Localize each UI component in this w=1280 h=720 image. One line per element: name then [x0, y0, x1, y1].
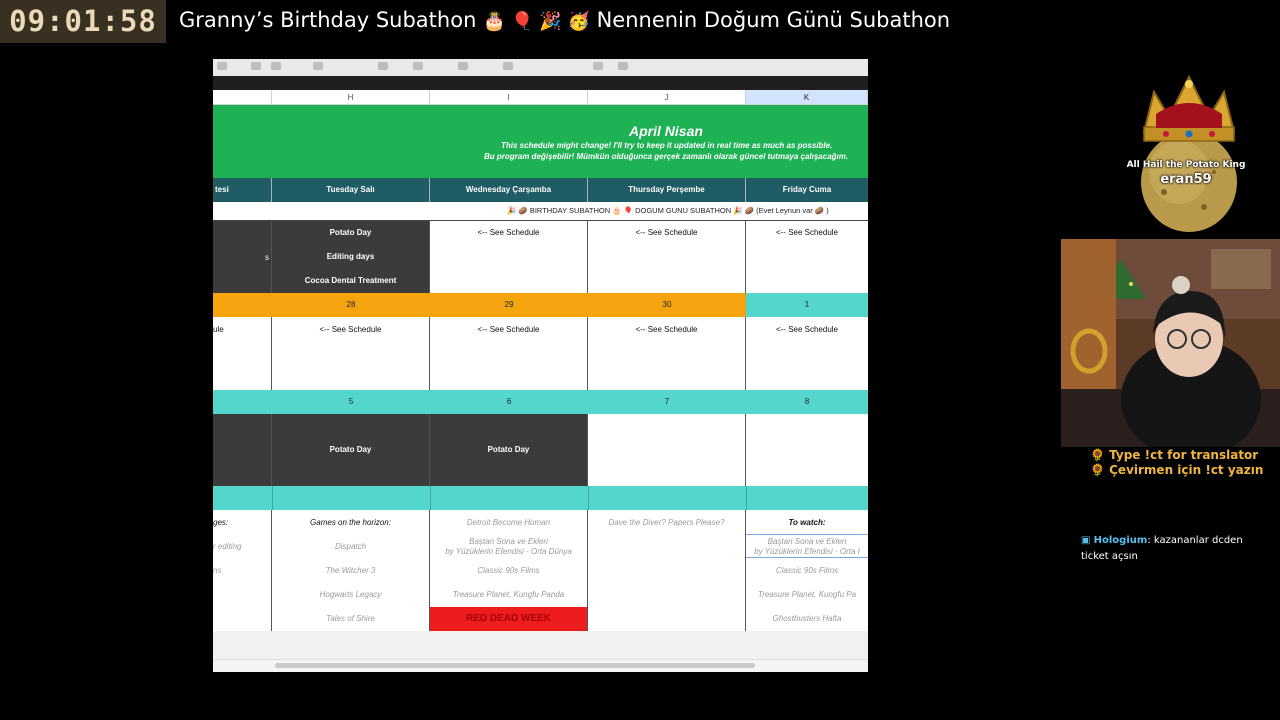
list-text: Tales of Shire [326, 614, 375, 623]
translator-tr-text: Çevirmen için !ct yazın [1109, 463, 1264, 477]
stream-title-tr: Nennenin Doğum Günü Subathon [596, 8, 951, 32]
separator-line [430, 486, 431, 510]
schedule-cell[interactable] [746, 317, 868, 390]
cell-text: s [265, 253, 269, 262]
schedule-cell[interactable] [430, 317, 588, 390]
date-number: 28 [346, 300, 356, 309]
list-heading: To watch: [788, 518, 826, 527]
date-number: 8 [804, 397, 810, 406]
date-number: 6 [506, 397, 512, 406]
day-header: Tuesday Salı [272, 178, 430, 202]
column-header-j[interactable]: J [588, 90, 746, 105]
list-text: ns [213, 566, 222, 575]
toolbar-icon[interactable] [378, 62, 388, 70]
see-schedule-link[interactable]: <-- See Schedule [477, 325, 540, 334]
list-text: Dave the Diver? Papers Please? [608, 518, 725, 527]
date-cell[interactable] [430, 293, 588, 317]
list-text: Treasure Planet, Kungfu Pa [757, 590, 857, 599]
translator-en: 🌻 Type !ct for translator [1090, 448, 1259, 462]
potato-king-user: eran59 [1160, 172, 1212, 187]
subathon-text: 🎉 🥔 BIRTHDAY SUBATHON 🎂 🎈 DOGUM GUNU SUBATHON 🎉 🥔 (Evet Leynun var 🥔 ) [507, 206, 829, 215]
column-header-k[interactable]: K [746, 90, 868, 105]
schedule-cell[interactable] [588, 221, 746, 293]
formula-bar [213, 76, 868, 90]
list-cell[interactable] [272, 510, 430, 631]
list-text: The Witcher 3 [325, 566, 376, 575]
toolbar-icon[interactable] [593, 62, 603, 70]
separator-line [588, 486, 589, 510]
translator-tr: 🌻 Çevirmen için !ct yazın [1090, 463, 1264, 477]
schedule-cell[interactable] [588, 414, 746, 486]
day-header: tesi [213, 178, 272, 202]
list-text: Ghostbusters Hafta [772, 614, 842, 623]
toolbar-icon[interactable] [458, 62, 468, 70]
cell-text: Cocoa Dental Treatment [304, 276, 397, 285]
see-schedule-link[interactable]: <-- See Schedule [477, 228, 540, 237]
schedule-cell[interactable] [746, 221, 868, 293]
date-cell[interactable] [272, 390, 430, 414]
list-text: Baştan Sona ve Ekleri [767, 537, 847, 546]
sheet-toolbar [213, 59, 868, 77]
day-header: Friday Cuma [782, 185, 832, 194]
day-header: Wednesday Çarşamba [430, 178, 588, 202]
list-text: Dispatch [334, 542, 367, 551]
cell-text: Editing days [326, 252, 375, 261]
schedule-cell[interactable] [272, 414, 430, 486]
separator-row [213, 486, 868, 510]
date-number: 29 [504, 300, 514, 309]
toolbar-icon[interactable] [413, 62, 423, 70]
list-cell[interactable] [746, 510, 868, 631]
list-text: Hogwarts Legacy [319, 590, 382, 599]
list-cell[interactable] [213, 510, 272, 631]
separator-line [272, 486, 273, 510]
horizontal-scrollbar[interactable] [213, 659, 868, 672]
stream-timer: 09:01:58 [0, 0, 166, 43]
chat-message [1081, 533, 1271, 565]
toolbar-icon[interactable] [313, 62, 323, 70]
banner-note-en: This schedule might change! I'll try to keep it updated in real time as much as possible. [501, 141, 833, 150]
list-text: RED DEAD WEEK [465, 613, 551, 624]
schedule-cell[interactable] [430, 414, 588, 486]
list-text: Treasure Planet, Kungfu Panda [452, 590, 565, 599]
see-schedule-link[interactable]: <-- See Schedule [775, 228, 839, 237]
date-cell[interactable] [746, 293, 868, 317]
cell-text: Potato Day [329, 228, 372, 237]
list-text: Classic 90s Films [775, 566, 839, 575]
see-schedule-link[interactable]: <-- See Schedule [635, 228, 698, 237]
chat-badge-icon: ▣ [1081, 535, 1091, 546]
toolbar-icon[interactable] [618, 62, 628, 70]
webcam-feed [1061, 239, 1280, 447]
cell-text: Potato Day [329, 445, 372, 454]
column-header-h[interactable]: H [272, 90, 430, 105]
weekday-header-row [213, 178, 868, 202]
date-cell[interactable] [746, 390, 868, 414]
list-heading: Games on the horizon: [310, 518, 391, 527]
scrollbar-thumb[interactable] [275, 663, 755, 668]
date-cell[interactable] [272, 293, 430, 317]
day-header: Thursday Perşembe [588, 178, 746, 202]
stream-title-en: Granny’s Birthday Subathon [179, 8, 477, 32]
list-text: Classic 90s Films [477, 566, 540, 575]
list-cell[interactable] [430, 510, 588, 631]
month-title: April Nisan [629, 123, 703, 139]
potato-king-caption: All Hail the Potato King [1126, 160, 1246, 170]
banner-note-tr: Bu program değişebilir! Mümkün olduğunca gerçek zamanlı olarak güncel tutmaya çalışacağım. [484, 152, 849, 161]
column-header-i[interactable]: I [430, 90, 588, 105]
column-header[interactable] [213, 90, 272, 105]
potato-king-image [1134, 72, 1244, 234]
separator-line [746, 486, 747, 510]
date-cell[interactable] [430, 390, 588, 414]
toolbar-icon[interactable] [251, 62, 261, 70]
date-cell[interactable] [588, 390, 746, 414]
chat-username[interactable]: Hologium [1093, 535, 1148, 546]
translator-notice [1090, 448, 1263, 478]
schedule-cell[interactable] [746, 414, 868, 486]
cell-text: ule [213, 325, 224, 334]
red-dead-week-cell[interactable] [430, 607, 587, 631]
schedule-cell[interactable] [430, 221, 588, 293]
list-text: Baştan Sona ve Ekleri [469, 537, 548, 546]
see-schedule-link[interactable]: <-- See Schedule [319, 325, 382, 334]
list-text: Detroit Become Human [466, 518, 551, 527]
see-schedule-link[interactable]: <-- See Schedule [635, 325, 698, 334]
translator-en-text: Type !ct for translator [1109, 448, 1259, 462]
schedule-spreadsheet [213, 59, 868, 672]
cell-text: Potato Day [487, 445, 530, 454]
date-number: 30 [662, 300, 672, 309]
schedule-cell[interactable] [588, 317, 746, 390]
schedule-cell[interactable] [272, 221, 430, 293]
list-text: by Yüzüklerin Efendisi - Orta Dünya [445, 547, 572, 556]
toolbar-icon[interactable] [503, 62, 513, 70]
list-text: by Yüzüklerin Efendisi - Orta I [754, 547, 860, 556]
date-number: 1 [804, 300, 810, 309]
date-cell[interactable] [588, 293, 746, 317]
toolbar-icon[interactable] [217, 62, 227, 70]
stream-title [179, 8, 950, 32]
date-number: 7 [664, 397, 670, 406]
list-cell[interactable] [588, 510, 746, 631]
schedule-cell[interactable] [272, 317, 430, 390]
date-number: 5 [348, 397, 354, 406]
stream-title-emojis: 🎂 🎈 🎉 🥳 [483, 11, 590, 32]
list-text: r editing [213, 542, 242, 551]
subathon-row [213, 202, 868, 221]
chat-text: : kazananlar dcden ticket açsın [1081, 535, 1243, 562]
list-text: ges: [213, 518, 229, 527]
schedule-cell[interactable] [213, 414, 272, 486]
date-cell[interactable] [213, 293, 272, 317]
schedule-cell[interactable] [213, 221, 272, 293]
see-schedule-link[interactable]: <-- See Schedule [775, 325, 839, 334]
month-banner [213, 105, 868, 178]
toolbar-icon[interactable] [271, 62, 281, 70]
schedule-cell[interactable] [213, 317, 272, 390]
